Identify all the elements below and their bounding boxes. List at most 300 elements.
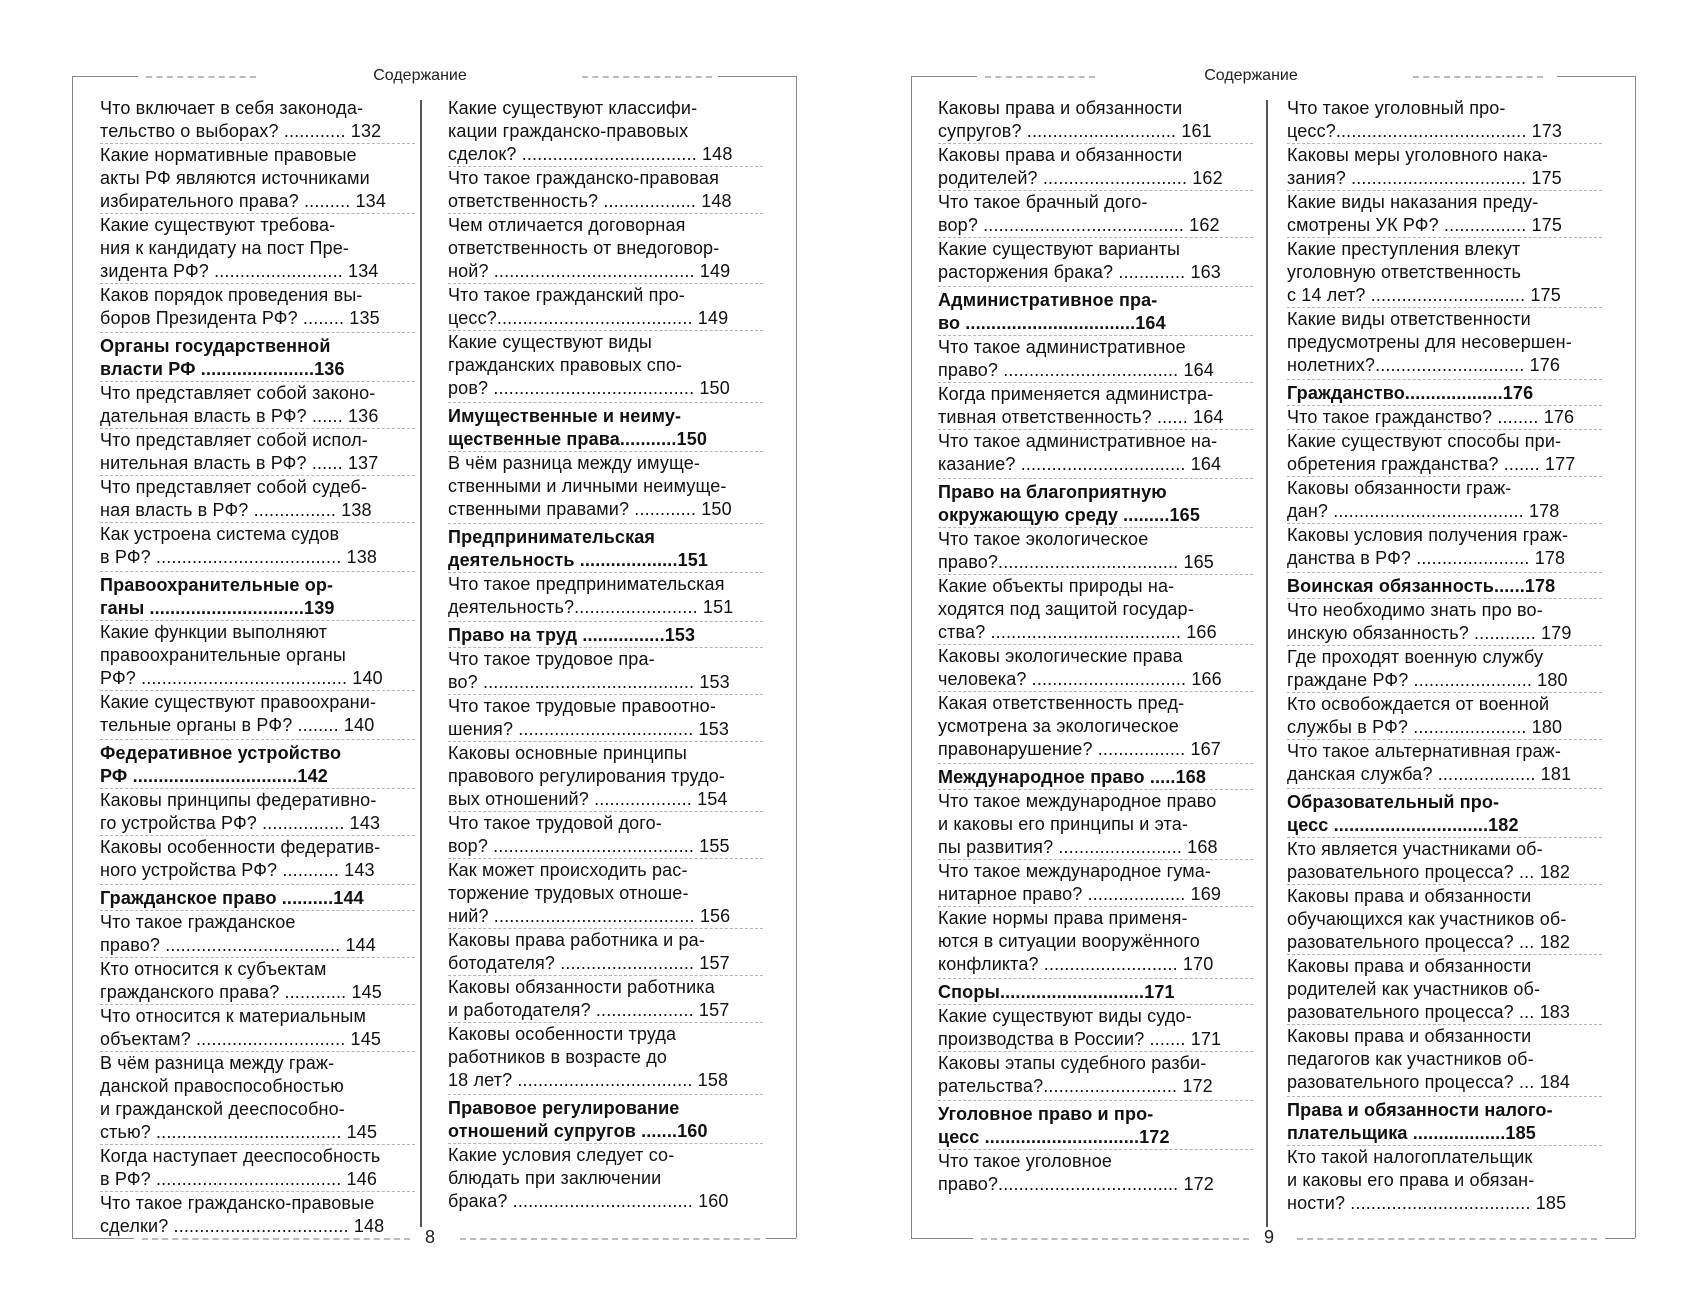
frame-top-dash <box>582 76 712 78</box>
toc-section-heading <box>448 523 763 572</box>
toc-entry-line: Что такое трудовой дого- <box>448 813 662 833</box>
toc-entry-line: Какие условия следует со- <box>448 1145 675 1165</box>
frame-bottom-rule <box>72 1238 134 1239</box>
toc-entry-line: Что такое трудовые правоотно- <box>448 696 716 716</box>
toc-entry <box>448 811 763 858</box>
toc-entry-line: Каковы обязанности граж- <box>1287 478 1512 498</box>
toc-entry-line: и гражданской дееспособно- <box>100 1099 345 1119</box>
column-divider <box>420 100 422 1227</box>
frame-bottom-rule <box>1605 1238 1635 1239</box>
toc-entry <box>100 1191 415 1238</box>
toc-entry-line: Каковы права и обязанности <box>938 98 1183 118</box>
toc-entry-line: Каковы особенности труда <box>448 1024 677 1044</box>
toc-entry <box>100 835 415 882</box>
toc-section-line: цесс ..............................172 <box>938 1127 1170 1147</box>
page-number: 8 <box>424 1227 435 1247</box>
toc-entry <box>100 910 415 957</box>
toc-entry-line: с 14 лет? .............................. 175 <box>1287 285 1561 305</box>
toc-entry-line: пы развития? ........................ 168 <box>938 837 1218 857</box>
frame-bottom-dash <box>1297 1238 1597 1240</box>
toc-entry <box>1287 190 1602 237</box>
toc-column <box>938 97 1253 1196</box>
toc-entry-line: Как устроена система судов <box>100 524 340 544</box>
toc-section-heading <box>100 739 415 788</box>
toc-entry <box>1287 954 1602 1024</box>
toc-entry-line: Какие существуют способы при- <box>1287 431 1562 451</box>
toc-section-heading <box>938 478 1253 527</box>
toc-entry <box>1287 523 1602 570</box>
toc-entry-line: Что относится к материальным <box>100 1006 367 1026</box>
toc-section-line: цесс ..............................182 <box>1287 815 1519 835</box>
toc-entry-line: во? ......................................... 153 <box>448 672 730 692</box>
toc-entry-line: вор? ....................................... 162 <box>938 215 1220 235</box>
toc-entry <box>100 428 415 475</box>
toc-section-line: Правоохранительные ор- <box>100 575 334 595</box>
toc-section-line: щественные права...........150 <box>448 429 708 449</box>
toc-entry-line: Каковы принципы федеративно- <box>100 790 377 810</box>
toc-entry-line: зидента РФ? ......................... 134 <box>100 261 379 281</box>
toc-entry-line: педагогов как участников об- <box>1287 1049 1534 1069</box>
toc-entry-line: Какие существуют требова- <box>100 215 336 235</box>
toc-entry <box>100 475 415 522</box>
toc-entry-line: Каковы условия получения граж- <box>1287 525 1569 545</box>
toc-entry-line: В чём разница между имуще- <box>448 453 701 473</box>
toc-entry-line: избирательного права? ......... 134 <box>100 191 387 211</box>
toc-section-line: РФ ................................142 <box>100 766 328 786</box>
toc-entry-line: разовательного процесса? ... 184 <box>1287 1072 1571 1092</box>
toc-entry <box>938 429 1253 476</box>
toc-entry-line: Каковы права работника и ра- <box>448 930 705 950</box>
frame-top-rule <box>718 76 796 77</box>
toc-entry-line: правоохранительные органы <box>100 645 347 665</box>
toc-entry <box>1287 429 1602 476</box>
toc-entry <box>1287 97 1602 143</box>
toc-section-line: деятельность ...................151 <box>448 550 709 570</box>
toc-entry <box>100 97 415 143</box>
toc-entry-line: ются в ситуации вооружённого <box>938 931 1200 951</box>
toc-entry <box>448 1022 763 1092</box>
toc-section-line: Право на благоприятную <box>938 482 1167 502</box>
toc-section-line: Гражданское право ..........144 <box>100 888 364 908</box>
toc-entry-line: тельство о выборах? ............ 132 <box>100 121 382 141</box>
toc-column <box>100 97 415 1238</box>
toc-entry-line: сделок? .................................. 148 <box>448 144 733 164</box>
toc-section-heading <box>938 286 1253 335</box>
toc-entry-line: разовательного процесса? ... 182 <box>1287 932 1571 952</box>
toc-entry-line: кации гражданско-правовых <box>448 121 689 141</box>
toc-entry-line: Каковы особенности федератив- <box>100 837 381 857</box>
toc-section-line: Международное право .....168 <box>938 767 1207 787</box>
toc-entry <box>938 97 1253 143</box>
toc-entry <box>448 572 763 619</box>
toc-entry-line: усмотрена за экологическое <box>938 716 1179 736</box>
toc-entry-line: Каковы права и обязанности <box>1287 1026 1532 1046</box>
toc-entry-line: деятельность?........................ 151 <box>448 597 734 617</box>
toc-entry <box>938 335 1253 382</box>
toc-entry-line: правового регулирования трудо- <box>448 766 726 786</box>
toc-entry-line: Кто освобождается от военной <box>1287 694 1550 714</box>
toc-entry <box>448 741 763 811</box>
toc-entry-line: Когда наступает дееспособность <box>100 1146 381 1166</box>
page-number: 9 <box>1263 1227 1274 1247</box>
toc-entry-line: Что такое предпринимательская <box>448 574 725 594</box>
toc-entry-line: правонарушение? ................. 167 <box>938 739 1221 759</box>
toc-entry-line: гражданского права? ............ 145 <box>100 982 382 1002</box>
toc-entry-line: акты РФ являются источниками <box>100 168 370 188</box>
toc-entry <box>100 522 415 569</box>
toc-entry <box>938 691 1253 761</box>
toc-entry-line: работников в возрасте до <box>448 1047 668 1067</box>
toc-entry-line: гражданских правовых спо- <box>448 355 683 375</box>
toc-entry-line: ства? ..................................... 166 <box>938 622 1217 642</box>
toc-entry <box>448 330 763 400</box>
toc-entry <box>100 1004 415 1051</box>
toc-entry-line: Что необходимо знать про во- <box>1287 600 1543 620</box>
toc-entry <box>1287 476 1602 523</box>
toc-section-line: Имущественные и неиму- <box>448 406 682 426</box>
frame-top-rule <box>1557 76 1635 77</box>
toc-entry-line: разовательного процесса? ... 183 <box>1287 1002 1571 1022</box>
toc-entry-line: Какие нормативные правовые <box>100 145 357 165</box>
toc-entry-line: нолетних?............................. 176 <box>1287 355 1561 375</box>
toc-section-line: Право на труд ................153 <box>448 625 696 645</box>
toc-entry <box>938 237 1253 284</box>
toc-entry-line: данская служба? ................... 181 <box>1287 764 1572 784</box>
toc-entry <box>1287 1024 1602 1094</box>
toc-entry-line: тивная ответственность? ...... 164 <box>938 407 1224 427</box>
toc-entry-line: ной? ....................................... 149 <box>448 261 731 281</box>
toc-entry <box>938 1004 1253 1051</box>
toc-entry-line: Какая ответственность пред- <box>938 693 1185 713</box>
toc-entry <box>100 1144 415 1191</box>
toc-entry-line: Что такое международное право <box>938 791 1217 811</box>
toc-entry-line: Что представляет собой судеб- <box>100 477 367 497</box>
toc-entry-line: Что такое гражданско-правовая <box>448 168 719 188</box>
toc-entry <box>100 957 415 1004</box>
toc-entry-line: ния к кандидату на пост Пре- <box>100 238 350 258</box>
toc-entry <box>448 97 763 166</box>
toc-entry-line: казание? ................................ 164 <box>938 454 1222 474</box>
toc-entry-line: тельные органы в РФ? ........ 140 <box>100 715 375 735</box>
toc-entry-line: родителей как участников об- <box>1287 979 1541 999</box>
toc-entry <box>100 620 415 690</box>
toc-entry-line: Какие существуют виды <box>448 332 653 352</box>
toc-entry-line: Что такое международное гума- <box>938 861 1212 881</box>
toc-entry <box>1287 307 1602 377</box>
toc-entry <box>1287 884 1602 954</box>
toc-entry-line: зания? .................................. 175 <box>1287 168 1562 188</box>
toc-entry <box>1287 692 1602 739</box>
toc-entry-line: Что такое уголовный про- <box>1287 98 1506 118</box>
toc-entry <box>1287 405 1602 429</box>
toc-entry <box>938 1149 1253 1196</box>
toc-section-heading <box>938 978 1253 1004</box>
toc-entry-line: Кто такой налогоплательщик <box>1287 1147 1533 1167</box>
toc-entry-line: разовательного процесса? ... 182 <box>1287 862 1571 882</box>
toc-entry-line: Каковы права и обязанности <box>1287 956 1532 976</box>
toc-section-line: Предпринимательская <box>448 527 656 547</box>
toc-entry-line: ответственность? .................. 148 <box>448 191 732 211</box>
toc-section-heading <box>100 332 415 381</box>
toc-entry-line: право?................................... 172 <box>938 1174 1214 1194</box>
toc-entry-line: предусмотрены для несовершен- <box>1287 332 1572 352</box>
toc-entry-line: ний? ....................................... 156 <box>448 906 731 926</box>
toc-entry <box>448 694 763 741</box>
toc-entry-line: Что такое гражданско-правовые <box>100 1193 375 1213</box>
toc-entry-line: ного устройства РФ? ........... 143 <box>100 860 375 880</box>
toc-entry-line: Что такое гражданский про- <box>448 285 685 305</box>
frame-top-dash <box>1413 76 1543 78</box>
toc-entry-line: ответственность от внедоговор- <box>448 238 720 258</box>
toc-entry-line: Что такое административное на- <box>938 431 1218 451</box>
toc-entry-line: право?................................... 165 <box>938 552 1214 572</box>
toc-entry-line: Когда применяется администра- <box>938 384 1214 404</box>
right-page <box>845 0 1690 1312</box>
toc-entry <box>448 213 763 283</box>
toc-entry-line: Что такое альтернативная граж- <box>1287 741 1561 761</box>
toc-entry-line: шения? .................................. 153 <box>448 719 730 739</box>
toc-entry-line: цесс?...................................... 149 <box>448 308 729 328</box>
toc-entry-line: дательная власть в РФ? ...... 136 <box>100 406 379 426</box>
toc-entry-line: блюдать при заключении <box>448 1168 662 1188</box>
toc-entry <box>1287 237 1602 307</box>
toc-entry <box>1287 143 1602 190</box>
toc-entry <box>100 1051 415 1144</box>
toc-entry-line: уголовную ответственность <box>1287 262 1522 282</box>
toc-entry <box>938 1051 1253 1098</box>
toc-entry-line: и работодателя? ................... 157 <box>448 1000 730 1020</box>
toc-section-line: во .................................164 <box>938 313 1166 333</box>
toc-entry-line: Что представляет собой испол- <box>100 430 368 450</box>
toc-entry-line: нитарное право? ................... 169 <box>938 884 1222 904</box>
toc-entry-line: Какие существуют варианты <box>938 239 1181 259</box>
toc-section-heading <box>100 571 415 620</box>
toc-entry-line: Что такое гражданское <box>100 912 296 932</box>
toc-section-line: окружающую среду .........165 <box>938 505 1200 525</box>
toc-section-heading <box>1287 572 1602 598</box>
toc-column <box>1287 97 1602 1215</box>
toc-entry <box>938 382 1253 429</box>
toc-entry <box>448 975 763 1022</box>
toc-entry-line: обретения гражданства? ....... 177 <box>1287 454 1576 474</box>
toc-entry-line: и каковы его принципы и эта- <box>938 814 1189 834</box>
toc-entry-line: Каковы меры уголовного нака- <box>1287 145 1549 165</box>
toc-entry-line: ности? ................................... 185 <box>1287 1193 1567 1213</box>
toc-entry-line: боров Президента РФ? ........ 135 <box>100 308 380 328</box>
toc-entry-line: го устройства РФ? ................ 143 <box>100 813 381 833</box>
toc-entry <box>100 690 415 737</box>
toc-entry-line: Где проходят военную службу <box>1287 647 1544 667</box>
frame-bottom-dash <box>460 1238 760 1240</box>
toc-section-heading <box>448 402 763 451</box>
toc-entry-line: конфликта? .......................... 170 <box>938 954 1214 974</box>
toc-section-heading <box>1287 1096 1602 1145</box>
toc-entry-line: ботодателя? .......................... 157 <box>448 953 730 973</box>
toc-section-line: Споры............................171 <box>938 982 1175 1002</box>
toc-entry-line: ров? ....................................... 150 <box>448 378 730 398</box>
toc-entry-line: ходятся под защитой государ- <box>938 599 1194 619</box>
toc-section-heading <box>100 884 415 910</box>
toc-entry <box>938 789 1253 859</box>
toc-entry-line: цесс?..................................... 173 <box>1287 121 1563 141</box>
toc-entry-line: супругов? ............................. 161 <box>938 121 1212 141</box>
toc-entry-line: Какие существуют правоохрани- <box>100 692 377 712</box>
toc-entry-line: Какие преступления влекут <box>1287 239 1521 259</box>
toc-entry-line: брака? ................................... 160 <box>448 1191 729 1211</box>
toc-section-line: Административное пра- <box>938 290 1158 310</box>
toc-entry-line: смотрены УК РФ? ................ 175 <box>1287 215 1563 235</box>
toc-entry <box>448 166 763 213</box>
toc-entry <box>938 190 1253 237</box>
toc-section-line: ганы ..............................139 <box>100 598 335 618</box>
toc-entry-line: Каковы обязанности работника <box>448 977 715 997</box>
toc-entry <box>1287 837 1602 884</box>
running-header: Содержание <box>373 67 467 84</box>
toc-entry-line: производства в России? ....... 171 <box>938 1029 1222 1049</box>
toc-entry-line: Каковы этапы судебного разби- <box>938 1053 1207 1073</box>
toc-entry-line: в РФ? .................................... 146 <box>100 1169 378 1189</box>
toc-section-line: Права и обязанности налого- <box>1287 1100 1553 1120</box>
toc-entry-line: вор? ....................................... 155 <box>448 836 730 856</box>
toc-entry-line: сделки? .................................. 148 <box>100 1216 385 1236</box>
toc-entry-line: Какие функции выполняют <box>100 622 328 642</box>
toc-entry <box>100 283 415 330</box>
toc-entry <box>100 213 415 283</box>
toc-entry-line: Каковы права и обязанности <box>1287 886 1532 906</box>
toc-entry-line: граждане РФ? ....................... 180 <box>1287 670 1568 690</box>
toc-entry <box>448 451 763 521</box>
toc-entry-line: Какие существуют виды судо- <box>938 1006 1192 1026</box>
toc-entry-line: родителей? ............................ 162 <box>938 168 1223 188</box>
toc-entry-line: Что такое административное <box>938 337 1186 357</box>
toc-section-line: Образовательный про- <box>1287 792 1500 812</box>
toc-column <box>448 97 763 1213</box>
toc-entry-line: Каковы экологические права <box>938 646 1183 666</box>
toc-entry <box>938 644 1253 691</box>
toc-section-line: Федеративное устройство <box>100 743 342 763</box>
toc-entry-line: инскую обязанность? ............ 179 <box>1287 623 1572 643</box>
toc-section-line: Правовое регулирование <box>448 1098 680 1118</box>
toc-entry-line: Каков порядок проведения вы- <box>100 285 363 305</box>
toc-entry <box>448 928 763 975</box>
toc-section-line: Воинская обязанность......178 <box>1287 576 1556 596</box>
toc-entry-line: Каковы основные принципы <box>448 743 687 763</box>
toc-entry-line: Как может происходить рас- <box>448 860 688 880</box>
toc-entry <box>100 788 415 835</box>
toc-entry-line: Что включает в себя законода- <box>100 98 364 118</box>
toc-entry-line: Какие объекты природы на- <box>938 576 1175 596</box>
toc-entry-line: объектам? ............................. 145 <box>100 1029 382 1049</box>
toc-entry <box>938 906 1253 976</box>
frame-top-dash <box>146 76 256 78</box>
toc-entry-line: Какие виды ответственности <box>1287 309 1531 329</box>
frame-bottom-dash <box>142 1238 410 1240</box>
toc-section-line: власти РФ ......................136 <box>100 359 345 379</box>
toc-entry-line: Кто является участниками об- <box>1287 839 1543 859</box>
toc-entry <box>448 283 763 330</box>
toc-entry-line: службы в РФ? ...................... 180 <box>1287 717 1563 737</box>
toc-entry <box>100 381 415 428</box>
toc-entry-line: вых отношений? ................... 154 <box>448 789 728 809</box>
toc-entry-line: РФ? ........................................ 140 <box>100 668 383 688</box>
toc-entry-line: 18 лет? .................................. 158 <box>448 1070 729 1090</box>
toc-entry <box>1287 598 1602 645</box>
toc-entry-line: В чём разница между граж- <box>100 1053 335 1073</box>
toc-entry <box>100 143 415 213</box>
toc-entry-line: Что представляет собой законо- <box>100 383 376 403</box>
toc-entry <box>938 143 1253 190</box>
toc-section-heading <box>1287 788 1602 837</box>
toc-entry-line: Что такое трудовое пра- <box>448 649 655 669</box>
toc-entry-line: ственными правами? ............ 150 <box>448 499 732 519</box>
toc-section-heading <box>448 1094 763 1143</box>
toc-section-heading <box>938 763 1253 789</box>
toc-entry-line: Чем отличается договорная <box>448 215 686 235</box>
toc-section-line: отношений супругов .......160 <box>448 1121 708 1141</box>
toc-entry-line: человека? .............................. 166 <box>938 669 1222 689</box>
toc-entry-line: Кто относится к субъектам <box>100 959 327 979</box>
toc-entry-line: и каковы его права и обязан- <box>1287 1170 1535 1190</box>
toc-entry-line: рательства?.......................... 172 <box>938 1076 1213 1096</box>
column-divider <box>1266 100 1268 1227</box>
toc-entry-line: стью? .................................... 145 <box>100 1122 378 1142</box>
toc-section-heading <box>448 621 763 647</box>
toc-entry-line: Каковы права и обязанности <box>938 145 1183 165</box>
frame-top-rule <box>72 76 138 77</box>
toc-entry-line: нительная власть в РФ? ...... 137 <box>100 453 379 473</box>
toc-entry-line: данской правоспособностью <box>100 1076 344 1096</box>
toc-entry <box>938 859 1253 906</box>
toc-entry <box>1287 645 1602 692</box>
frame-top-dash <box>985 76 1095 78</box>
toc-section-line: Гражданство...................176 <box>1287 383 1534 403</box>
frame-bottom-rule <box>911 1238 973 1239</box>
toc-entry-line: Какие существуют классифи- <box>448 98 698 118</box>
toc-entry-line: данства в РФ? ...................... 178 <box>1287 548 1566 568</box>
toc-section-heading <box>1287 379 1602 405</box>
frame-bottom-dash <box>981 1238 1249 1240</box>
toc-section-line: Органы государственной <box>100 336 331 356</box>
running-header: Содержание <box>1204 67 1298 84</box>
toc-entry-line: право? .................................. 144 <box>100 935 376 955</box>
toc-entry <box>448 647 763 694</box>
toc-entry <box>448 858 763 928</box>
toc-entry-line: дан? ..................................... 178 <box>1287 501 1560 521</box>
toc-entry-line: в РФ? .................................... 138 <box>100 547 378 567</box>
toc-entry <box>448 1143 763 1213</box>
toc-entry <box>1287 1145 1602 1215</box>
toc-entry-line: ственными и личными неимуще- <box>448 476 727 496</box>
toc-entry-line: расторжения брака? ............. 163 <box>938 262 1221 282</box>
toc-entry-line: право? .................................. 164 <box>938 360 1214 380</box>
frame-bottom-rule <box>766 1238 796 1239</box>
toc-entry <box>938 527 1253 574</box>
toc-entry-line: Какие виды наказания преду- <box>1287 192 1539 212</box>
toc-entry-line: ная власть в РФ? ................ 138 <box>100 500 372 520</box>
toc-entry-line: Что такое гражданство? ........ 176 <box>1287 407 1575 427</box>
toc-entry-line: Что такое уголовное <box>938 1151 1113 1171</box>
toc-entry <box>1287 739 1602 786</box>
toc-entry-line: Что такое экологическое <box>938 529 1149 549</box>
toc-entry-line: Какие нормы права применя- <box>938 908 1188 928</box>
toc-section-heading <box>938 1100 1253 1149</box>
toc-entry-line: обучающихся как участников об- <box>1287 909 1567 929</box>
toc-entry-line: Что такое брачный дого- <box>938 192 1148 212</box>
toc-entry-line: торжение трудовых отноше- <box>448 883 689 903</box>
toc-entry <box>938 574 1253 644</box>
toc-section-line: Уголовное право и про- <box>938 1104 1154 1124</box>
frame-top-rule <box>911 76 977 77</box>
